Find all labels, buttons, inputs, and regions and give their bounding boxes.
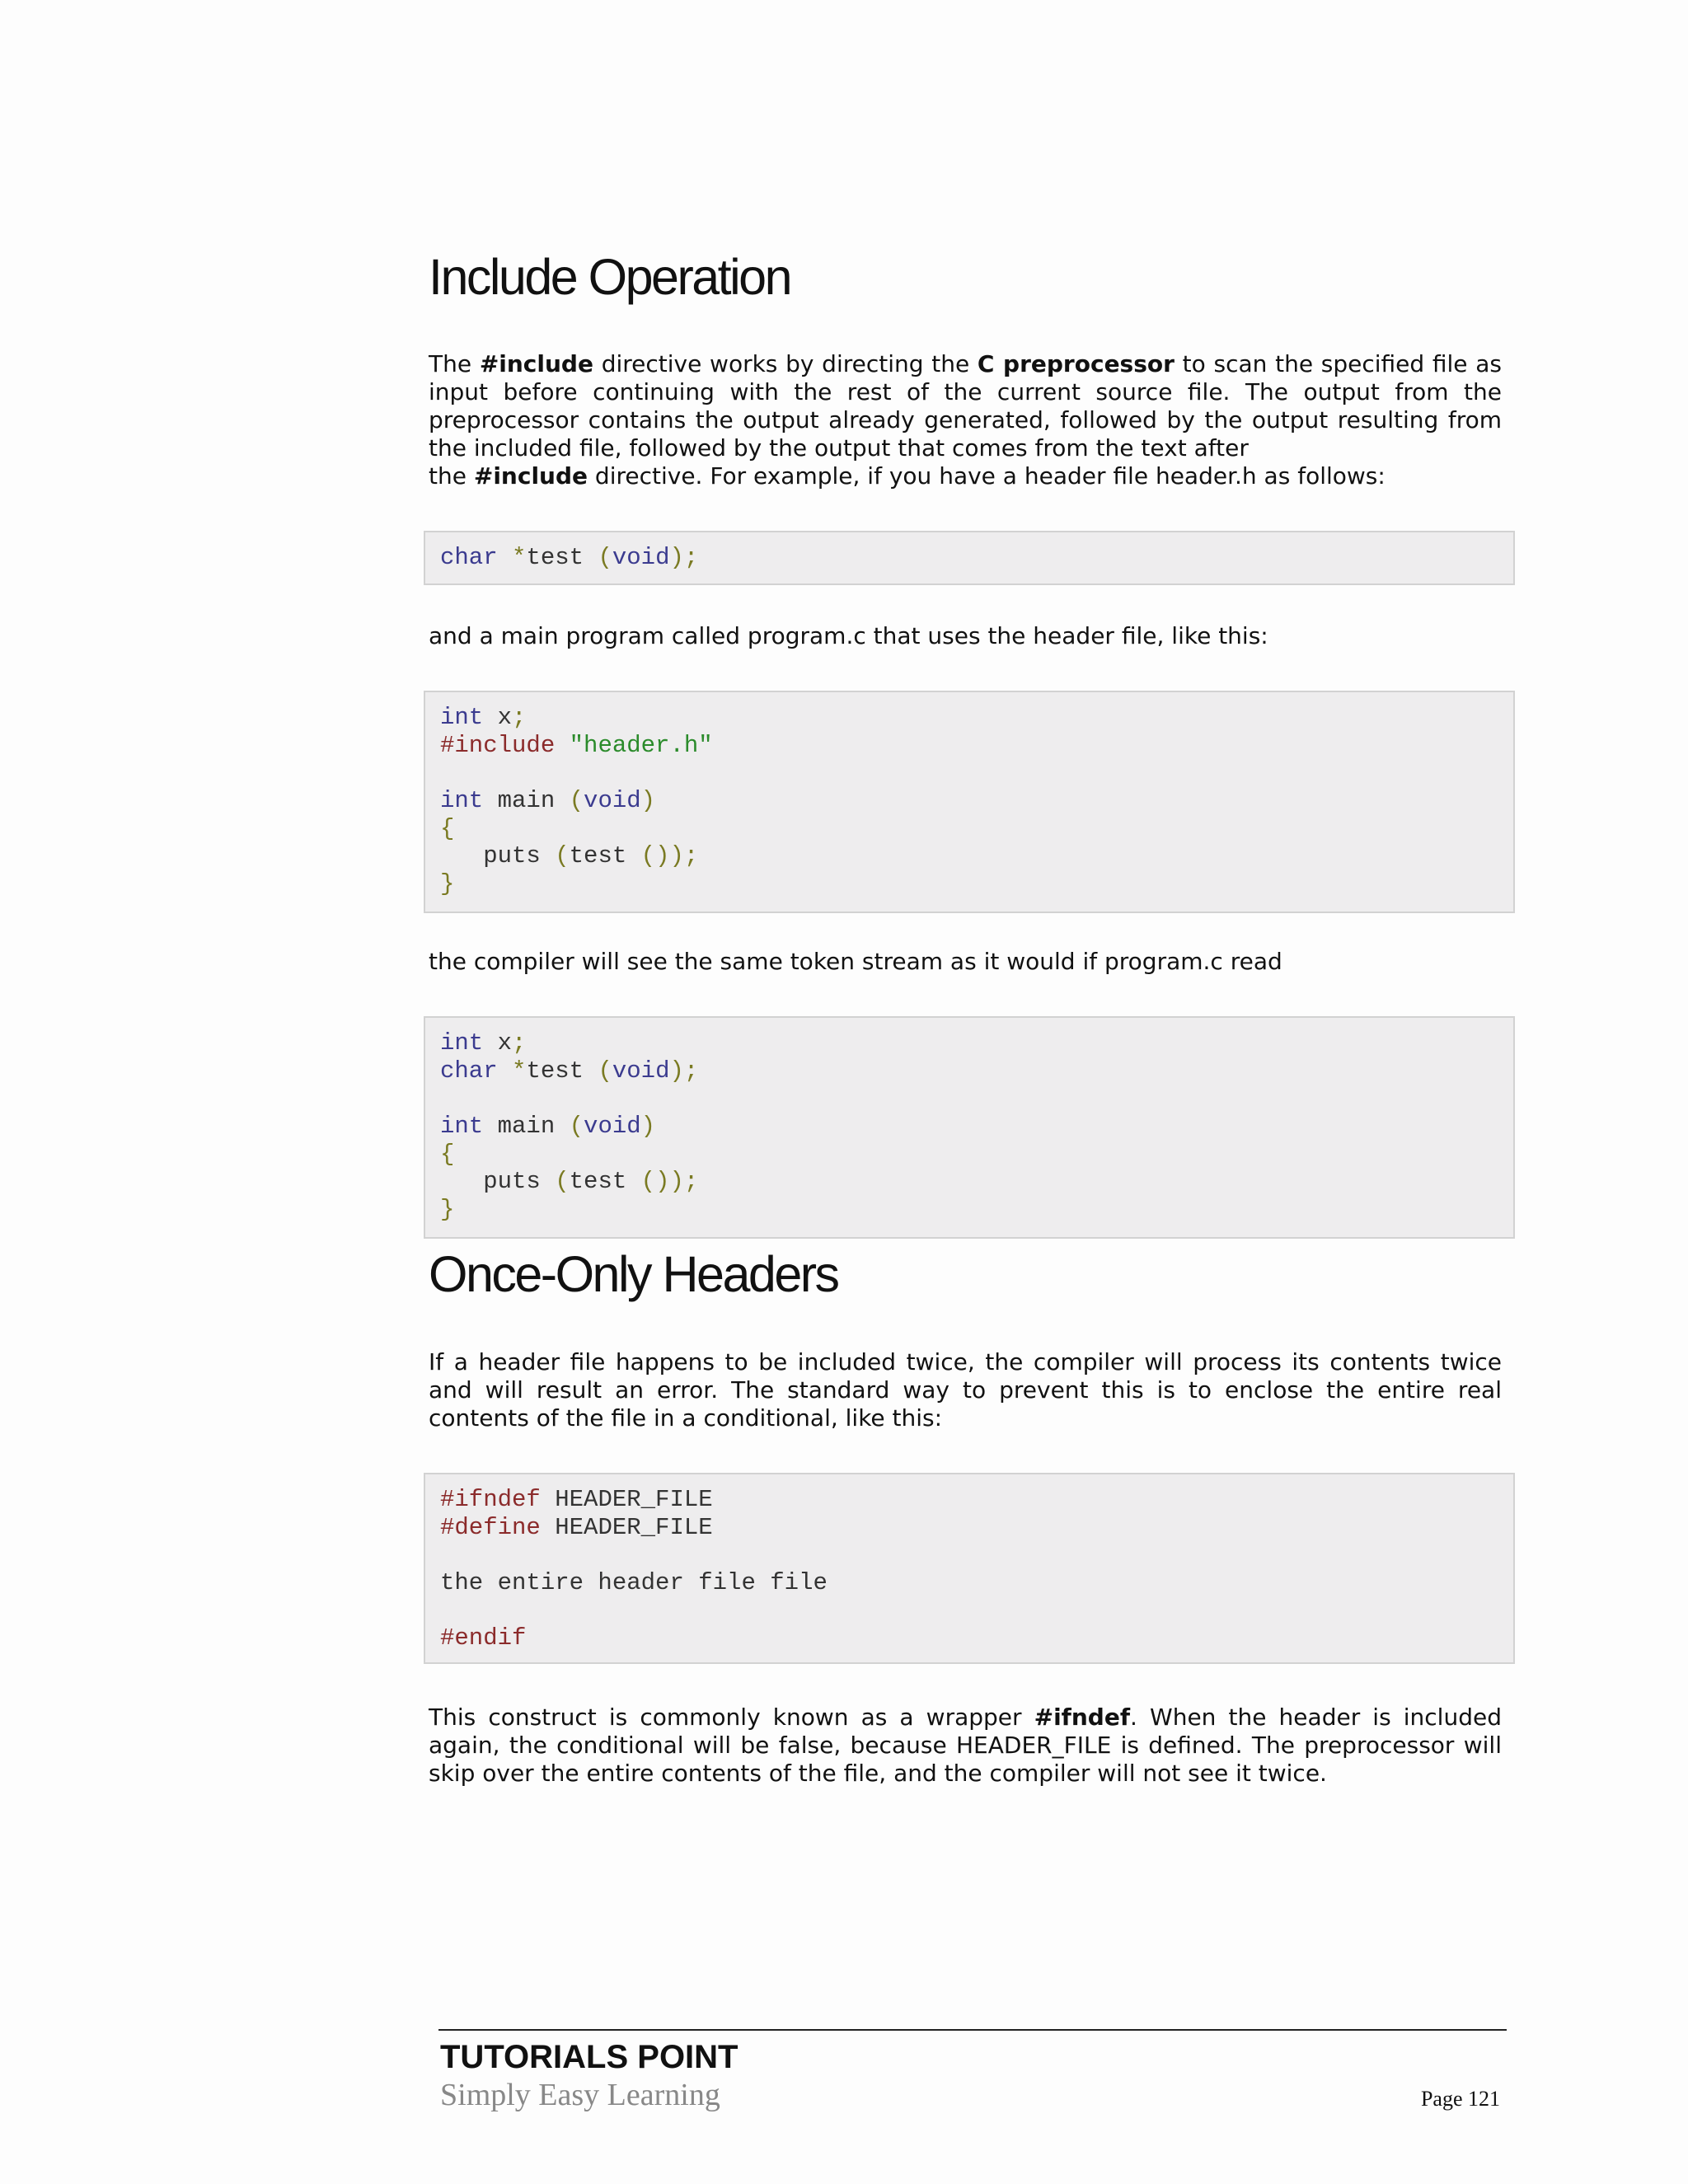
section-title-include-operation: Include Operation — [429, 249, 791, 305]
code-block-program-c: int x; #include "header.h" int main (void) { puts (test ()); } — [424, 691, 1515, 913]
section-title-once-only-headers: Once-Only Headers — [429, 1246, 838, 1302]
code-block-header-h: char *test (void); — [424, 531, 1515, 585]
include-intro-paragraph-end: the #include directive. For example, if you have a header file header.h as follows: — [429, 462, 1386, 490]
code-block-token-stream: int x; char *test (void); int main (void) { puts (test ()); } — [424, 1016, 1515, 1239]
include-intro-paragraph: The #include directive works by directing the C preprocessor to scan the specified file as input before continuing with the rest of the current source file. The output from the preprocessor contains the output already generated, followed by the output resulting from the included file, followed by the output that comes from the text after — [429, 350, 1503, 462]
footer-brand: TUTORIALS POINT — [440, 2039, 738, 2075]
code-block-ifndef-wrapper: #ifndef HEADER_FILE #define HEADER_FILE the entire header file file #endif — [424, 1473, 1515, 1664]
once-only-intro-paragraph: If a header file happens to be included twice, the compiler will process its contents twice and will result an error. The standard way to prevent this is to enclose the entire real contents of the file in a conditional, like this: — [429, 1348, 1502, 1432]
wrapper-ifndef-paragraph: This construct is commonly known as a wrapper #ifndef. When the header is included again, the conditional will be false, because HEADER_FILE is defined. The preprocessor will skip over the entire contents of the file, and the compiler will not see it twice. — [429, 1704, 1502, 1787]
program-c-paragraph: and a main program called program.c that uses the header file, like this: — [429, 622, 1268, 649]
footer-tagline: Simply Easy Learning — [440, 2078, 720, 2112]
token-stream-paragraph: the compiler will see the same token stream as it would if program.c read — [429, 948, 1282, 975]
page-number: Page 121 — [1420, 2087, 1500, 2111]
footer-divider — [438, 2029, 1507, 2031]
